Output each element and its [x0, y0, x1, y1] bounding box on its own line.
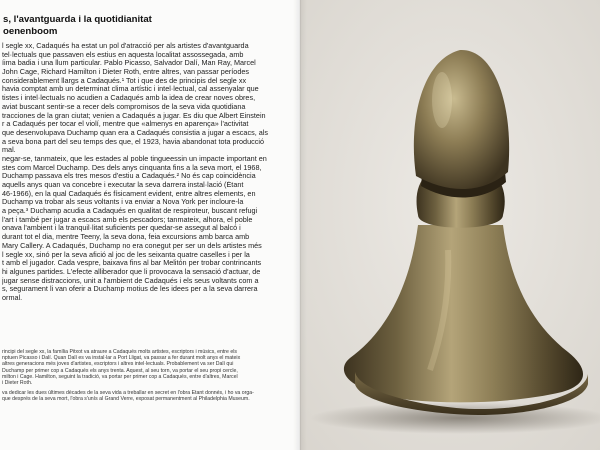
body-line: considerablement llargs a Cadaqués.¹ Tot i que des de principis del segle xx — [2, 76, 247, 85]
footnote-line: rincipi del segle xx, la família Pitxot va atraure a Cadaqués molts artistes, escriptors i músics, entre els — [2, 349, 237, 355]
right-page — [300, 0, 600, 450]
body-line: mal. — [2, 146, 16, 155]
body-line: que desenvolupava Duchamp quan era a Cadaqués consistia a jugar a escacs, als — [2, 128, 269, 137]
author-name: oenenboom — [3, 26, 58, 37]
footnote-line: Duchamp per primer cop a Cadaqués els anys trenta. Aquest, al seu torn, va portar el seu propi cercle, — [2, 367, 238, 374]
body-line: ormal. — [2, 293, 23, 302]
body-line: negar-se, tanmateix, que les estades al poble tingueessin un impacte important en — [2, 154, 267, 163]
book-gutter — [293, 0, 307, 450]
egg-highlight — [432, 72, 452, 128]
body-line: Duchamp va trobar als seus voltants i va enviar a Nova York per incloure-la — [2, 198, 244, 207]
body-line: hi algunes partides. L'efecte alliberador que li provocava la sensació d'actuar, de — [2, 267, 261, 276]
body-line: l segle xx, sinó per la seva afició al joc de les seixanta quatre caselles i per la — [2, 250, 250, 259]
body-line: havia comptat amb un determinat clima artístic i intel·lectual, cal assenyalar que — [2, 85, 259, 94]
body-line: Duchamp passava els tres mesos d'estiu a Cadaqués.² No és cap coincidència — [2, 172, 256, 181]
body-line: jugar sense distraccions, unit a l'ambient de Cadaqués i els seus voltants com a — [2, 276, 259, 285]
body-line: durant tot el dia, mentre Teeny, la seva dona, feia excursions amb barca amb — [2, 233, 250, 242]
footnote-line: i Dieter Roth. — [2, 379, 33, 386]
body-line: l'art i també per jugar a escacs amb els pescadors; tanmateix, alhora, el poble — [2, 215, 253, 224]
body-line: l segle xx, Cadaqués ha estat un pol d'atracció per als artistes d'avantguarda — [2, 42, 249, 50]
body-line: John Cage, Richard Hamilton i Dieter Roth, entre altres, van passar períodes — [2, 68, 250, 77]
body-text — [2, 42, 298, 303]
body-line: s, segurament li van oferir a Duchamp motius de les idees per a la seva darrera — [2, 285, 258, 294]
footnote-line: milton i Cage. Hamilton, seguint la tradició, va portar per primer cop a Cadaqués, entre d'altres, Marcel — [2, 373, 238, 380]
body-line: a seva bona part del seu temps des que, el 1923, havia abandonat tota producció — [2, 137, 264, 146]
body-line: a peça.³ Duchamp acudia a Cadaqués en qualitat de respiroteur, buscant refugi — [2, 207, 258, 216]
floor-shadow — [310, 402, 600, 434]
body-line: tracciones de la gran ciutat; venien a Cadaqués a jugar. Es diu que Albert Einstein — [2, 111, 266, 120]
footnote-line: va dedicar les dues últimes dècades de la seva vida a treballar en secret en l'obra Étant donnés, i ho va orga- — [2, 390, 254, 397]
body-line: onava l'ambient i la tranquil·litat suficients per quedar-se assegut al balcó i — [2, 224, 241, 233]
body-line: aquells anys quan va concebre i executar la seva darrera instal·lació (Étant — [2, 181, 244, 189]
body-line: tel·lectuals que passaven els estius en aquesta localitat assossegada, amb — [2, 50, 244, 59]
chapter-title: s, l'avantguarda i la quotidianitat — [3, 14, 152, 25]
body-line: íima badia i una llum particular. Pablo Picasso, Salvador Dalí, Man Ray, Marcel — [2, 59, 256, 68]
body-line: t amb el jugador. Cada vespre, baixava fins al bar Melitón per trobar contrincants — [2, 259, 262, 268]
footnote-line: que després de la seva mort, l'obra s'unís al Grand Verre, exposat permanentment al Philadelphia Museum. — [2, 396, 250, 403]
footnote-line: nptuen Picasso i Dalí. Quan Dalí es va instal·lar a Port Lligat, va passar a fer durant molt anys el mateix — [2, 355, 241, 362]
footnotes — [2, 349, 298, 403]
body-line: r a Cadaqués per tocar el violí, mentre que «almenys en aparença» l'activitat — [2, 120, 249, 129]
body-line: tistes i intel·lectuals no acudien a Cadaqués amb la idea de crear noves obres, — [2, 94, 256, 103]
body-line: stes com Marcel Duchamp. Des dels anys cinquanta fins a la seva mort, el 1968, — [2, 163, 262, 172]
body-line: Mary Callery. A Cadaqués, Duchamp no era conegut per ser un dels artistes més — [2, 241, 262, 250]
body-line: aviat buscant sentir-se a recer dels compromisos de la seva vida quotidiana — [2, 102, 246, 111]
body-line: 46-1966), en la qual Cadaqués és físicament evident, entre altres elements, en — [2, 189, 256, 198]
bronze-sculpture-photo — [300, 0, 600, 450]
footnote-line: altres generacions més joves d'artistes, escriptors i altres intel·lectuals. Probablement va ser Dalí qui — [2, 361, 234, 368]
